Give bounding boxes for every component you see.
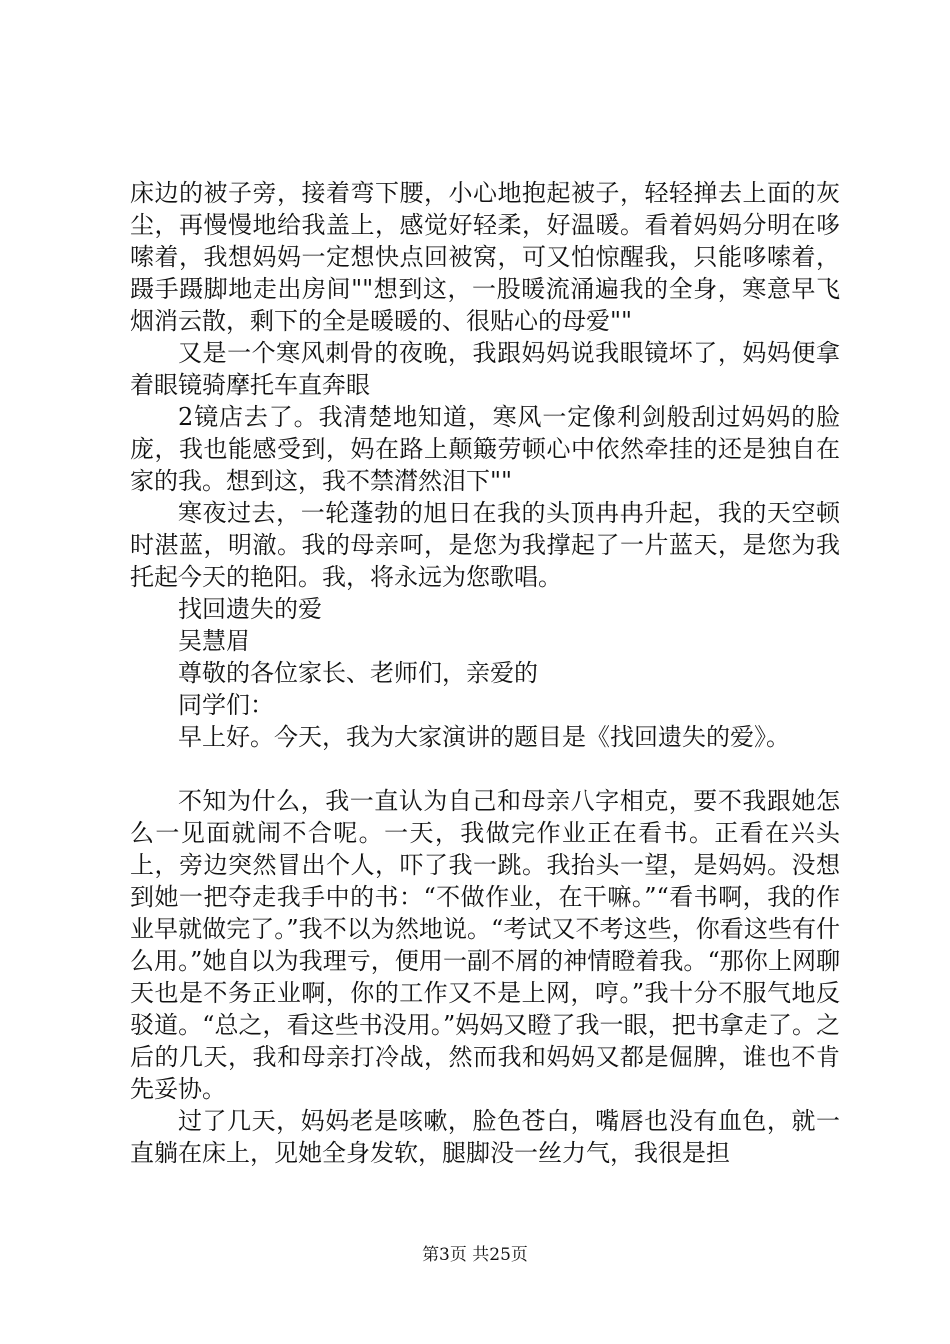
paragraph: 不知为什么，我一直认为自己和母亲八字相克，要不我跟她怎么一见面就闹不合呢。一天，我做完作业正在看书。正看在兴头上，旁边突然冒出个人，吓了我一跳。我抬头一望，是妈妈。没想到她一把夺走我手中的书：“不做作业，在干嘛。”“看书啊，我的作业早就做完了。”我不以为然地说。“考试又不考这些，你看这些有什么用。”她自以为我理亏，便用一副不屑的神情瞪着我。“那你上网聊天也是不务正业啊，你的工作又不是上网，哼。”我十分不服气地反驳道。“总之，看这些书没用。”妈妈又瞪了我一眼，把书拿走了。之后的几天，我和母亲打冷战，然而我和妈妈又都是倔脾，谁也不肯先妥协。	[130, 787, 840, 1103]
document-body	[130, 177, 840, 1169]
page-number-footer: 第3页 共25页	[422, 1245, 528, 1265]
paragraph: 过了几天，妈妈老是咳嗽，脸色苍白，嘴唇也没有血色，就一直躺在床上，见她全身发软，腿脚没一丝力气，我很是担	[130, 1107, 840, 1167]
paragraph-continuation: 床边的被子旁，接着弯下腰，小心地抱起被子，轻轻掸去上面的灰尘，再慢慢地给我盖上，感觉好轻柔，好温暖。看着妈妈分明在哆嗦着，我想妈妈一定想快点回被窝，可又怕惊醒我，只能哆嗦着，蹑手蹑脚地走出房间""想到这，一股暖流涌遍我的全身，寒意早飞烟消云散，剩下的全是暖暖的、很贴心的母爱""	[130, 179, 840, 335]
greeting-paragraph: 早上好。今天，我为大家演讲的题目是《找回遗失的爱》。	[178, 723, 790, 751]
author-name: 吴慧眉	[178, 627, 250, 655]
paragraph: 又是一个寒风刺骨的夜晚，我跟妈妈说我眼镜坏了，妈妈便拿着眼镜骑摩托车直奔眼	[130, 339, 840, 399]
salutation: 尊敬的各位家长、老师们，亲爱的	[178, 659, 538, 687]
section-title: 找回遗失的爱	[178, 595, 322, 623]
paragraph: 寒夜过去，一轮蓬勃的旭日在我的头顶冉冉升起，我的天空顿时湛蓝，明澈。我的母亲呵，是您为我撑起了一片蓝天，是您为我托起今天的艳阳。我，将永远为您歌唱。	[130, 499, 840, 591]
salutation-continued: 同学们：	[178, 691, 274, 719]
paragraph: 2镜店去了。我清楚地知道，寒风一定像利剑般刮过妈妈的脸庞，我也能感受到，妈在路上颠簸劳顿心中依然牵挂的还是独自在家的我。想到这，我不禁潸然泪下""	[130, 403, 840, 495]
